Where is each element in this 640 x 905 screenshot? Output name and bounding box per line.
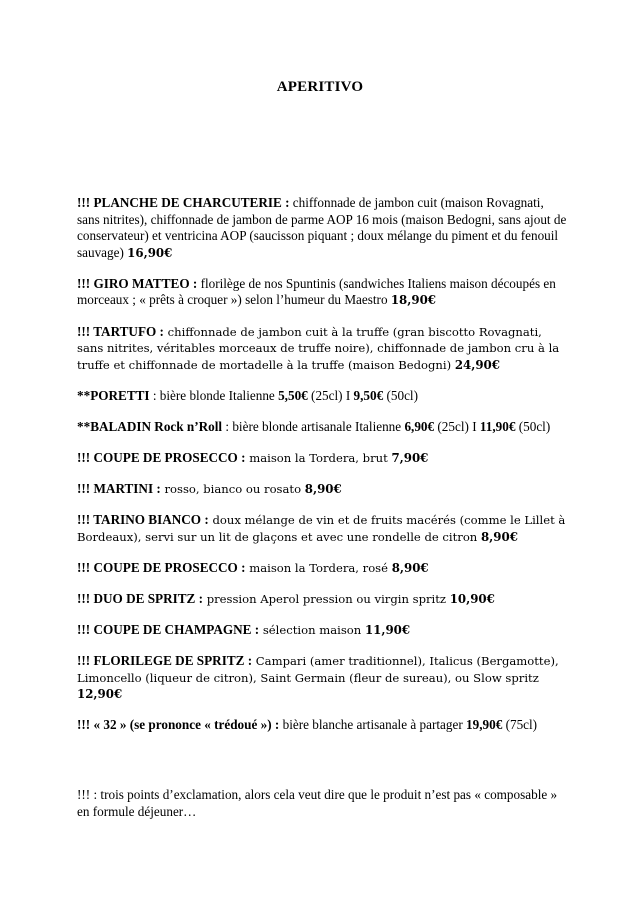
item-description: bière blanche artisanale à partager [279, 717, 467, 733]
item-volume-2: (50cl) [383, 387, 418, 403]
menu-item-tarino-bianco [77, 512, 567, 545]
menu-item-32-biere [77, 717, 567, 734]
menu-item-planche-charcuterie [77, 195, 567, 261]
item-description: maison la Tordera, rosé [245, 560, 392, 575]
footnote: !!! : trois points d’exclamation, alors cela veut dire que le produit n’est pas « composable » en formule déjeuner… [77, 787, 558, 819]
item-name: !!! TARTUFO : [77, 323, 164, 339]
menu-item-giro-matteo [77, 276, 567, 309]
item-description: doux mélange de vin et de fruits macérés (comme le Lillet à Bordeaux), servi sur un lit de glaçons et avec une rondelle de citron [77, 513, 566, 544]
item-description: Campari (amer traditionnel), Italicus (Bergamotte), Limoncello (liqueur de citron), Saint Germain (fleur de sureau), ou Slow spritz [77, 654, 559, 685]
item-price: 10,90€ [449, 592, 495, 606]
item-name: !!! TARINO BIANCO : [77, 512, 209, 528]
item-volume: (75cl) [502, 717, 538, 733]
item-description: florilège de nos Spuntinis (sandwiches Italiens maison découpés en morceaux ; « prêts à croquer ») selon l’humeur du Maestro [77, 275, 556, 308]
item-price: 8,90€ [304, 482, 342, 497]
item-description: : bière blonde artisanale Italienne [222, 418, 405, 434]
menu-item-florilege-spritz [77, 653, 567, 703]
item-name: !!! COUPE DE PROSECCO : [77, 559, 246, 575]
item-description: chiffonnade de jambon cuit (maison Rovagnati, sans nitrites), chiffonnade de jambon de parme AOP 16 mois (maison Bedogni, sans ajout de conservateur) et ventricina AOP (saucisson piquant ; doux mélange du piment et du fenouil sauvage) [77, 195, 567, 260]
item-name: **PORETTI [77, 387, 150, 403]
item-price-2: 11,90€ [479, 418, 516, 434]
item-price: 24,90€ [454, 357, 500, 372]
item-name: !!! « 32 » (se prononce « trédoué ») : [77, 717, 280, 733]
item-price: 8,90€ [480, 529, 518, 544]
item-price: 5,50€ [278, 387, 308, 403]
item-price: 6,90€ [404, 418, 435, 434]
item-price-2: 9,50€ [353, 387, 384, 403]
item-volume-2: (50cl) [515, 418, 551, 434]
menu-item-prosecco-brut [77, 450, 567, 467]
item-price: 11,90€ [364, 623, 411, 638]
item-price: 16,90€ [127, 245, 173, 260]
menu-items [77, 195, 567, 749]
item-name: !!! FLORILEGE DE SPRITZ : [77, 653, 253, 669]
menu-item-prosecco-rose [77, 560, 567, 577]
item-price: 12,90€ [77, 687, 123, 702]
item-description: : bière blonde Italienne [149, 387, 279, 403]
item-description: sélection maison [259, 623, 365, 638]
menu-item-tartufo [77, 324, 567, 374]
item-name: !!! PLANCHE DE CHARCUTERIE : [77, 195, 290, 210]
item-description: rosso, bianco ou rosato [160, 482, 305, 497]
item-description: chiffonnade de jambon cuit à la truffe (gran biscotto Rovagnati, sans nitrites, véritables morceaux de truffe noire), chiffonnade de jambon cru à la truffe et chiffonnade de mortadelle à la truffe (maison Bedogni) [77, 324, 560, 372]
item-price: 8,90€ [391, 560, 429, 575]
item-volume: (25cl) I [307, 387, 354, 403]
menu-item-martini [77, 481, 567, 498]
item-price: 19,90€ [466, 717, 503, 733]
item-name: **BALADIN Rock n’Roll [77, 418, 223, 434]
item-name: !!! MARTINI : [77, 481, 161, 497]
item-name: !!! COUPE DE CHAMPAGNE : [77, 622, 260, 638]
item-price: 7,90€ [391, 451, 429, 466]
item-price: 18,90€ [390, 293, 436, 308]
menu-item-champagne [77, 622, 567, 639]
item-volume: (25cl) I [434, 418, 480, 434]
menu-item-duo-spritz [77, 591, 567, 608]
page-title: APERITIVO [276, 79, 364, 95]
item-name: !!! COUPE DE PROSECCO : [77, 450, 246, 466]
item-description: pression Aperol pression ou virgin spritz [203, 592, 450, 606]
menu-item-poretti [77, 388, 567, 405]
item-description: maison la Tordera, brut [245, 451, 392, 466]
item-name: !!! DUO DE SPRITZ : [77, 591, 204, 606]
item-name: !!! GIRO MATTEO : [77, 275, 198, 291]
menu-item-baladin [77, 419, 567, 436]
